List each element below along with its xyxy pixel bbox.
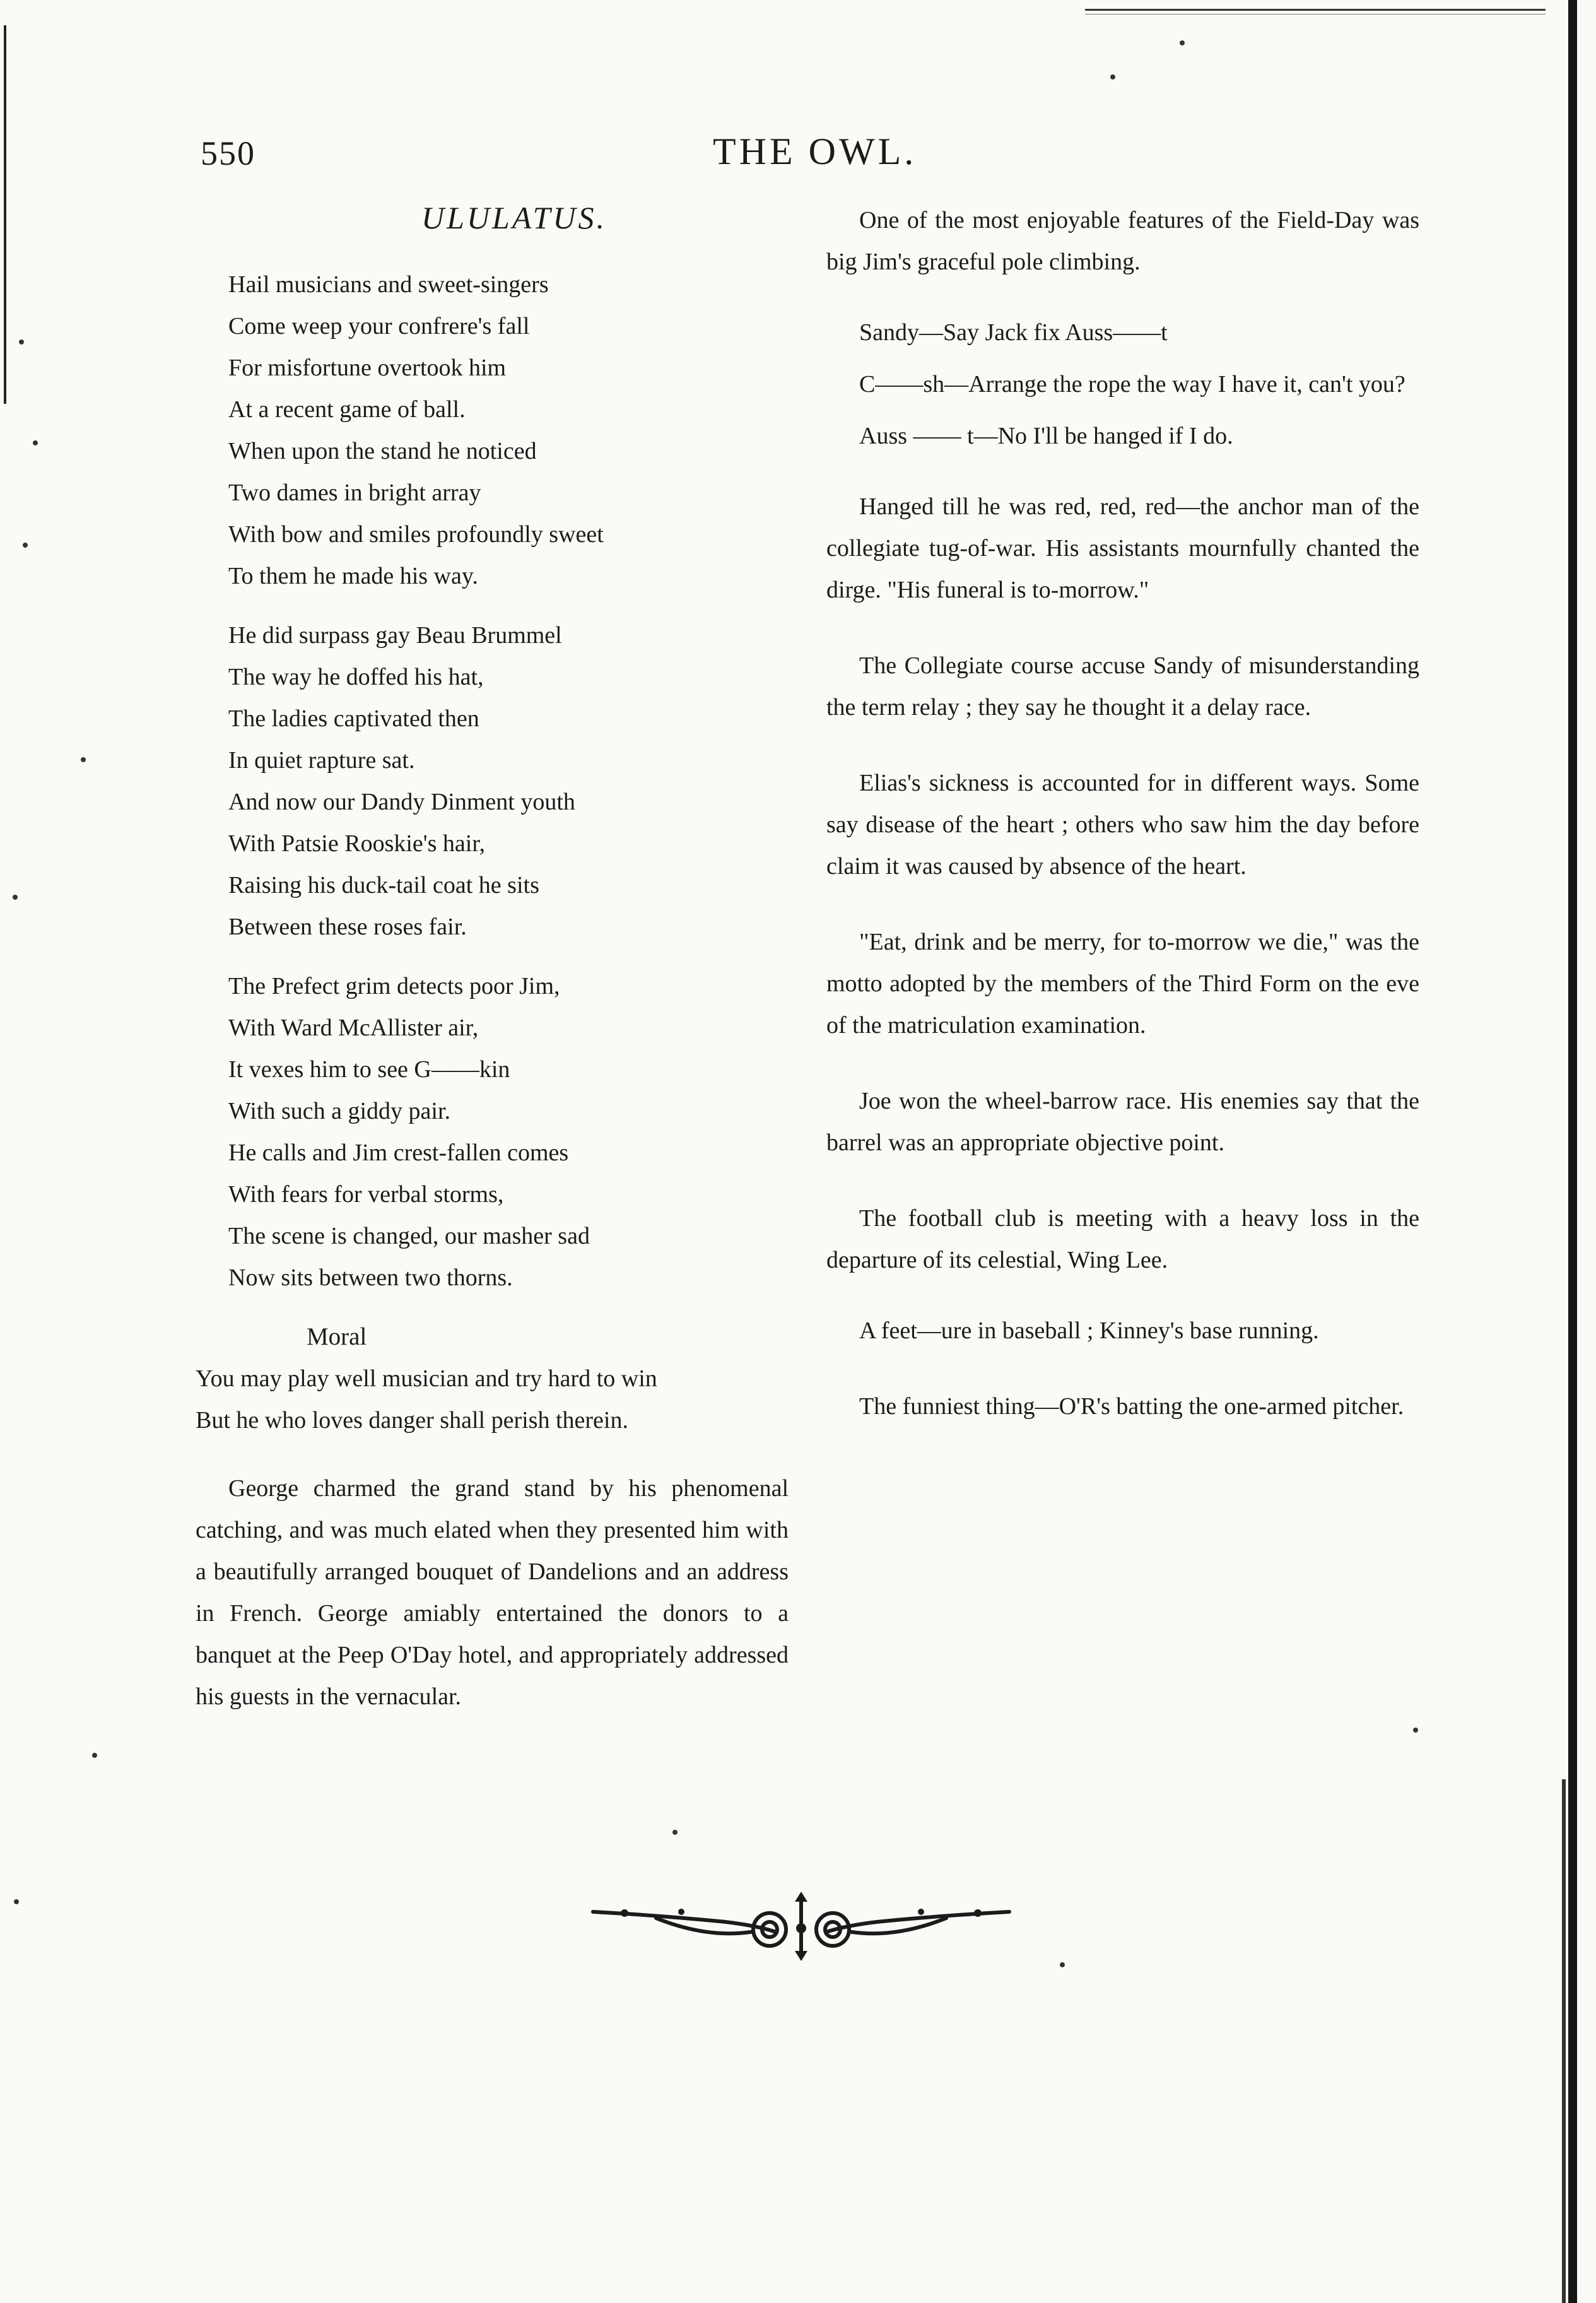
poem-line: Now sits between two thorns. — [228, 1264, 513, 1291]
speck — [81, 757, 86, 762]
poem-line: He calls and Jim crest-fallen comes — [228, 1140, 569, 1166]
poem-line: With Patsie Rooskie's hair, — [228, 830, 485, 857]
poem-line: And now our Dandy Dinment youth — [228, 789, 575, 815]
page-edge-left — [4, 25, 6, 404]
moral-block — [196, 1316, 789, 1441]
poem-line: The ladies captivated then — [228, 705, 479, 732]
poem-line: Raising his duck-tail coat he sits — [228, 872, 539, 898]
poem-line: At a recent game of ball. — [228, 396, 466, 423]
poem-stanza — [228, 965, 789, 1299]
paragraph: Joe won the wheel-barrow race. His enemies say that the barrel was an appropriate objective point. — [826, 1088, 1419, 1156]
poem-line: With fears for verbal storms, — [228, 1181, 504, 1208]
speck — [1180, 40, 1185, 45]
poem-line: Hail musicians and sweet-singers — [228, 271, 549, 298]
poem-line: With Ward McAllister air, — [228, 1015, 479, 1041]
george-paragraph: George charmed the grand stand by his phenomenal catching, and was much elated when they presented him with a beautifully arranged bouquet of Dandelions and an address in French. George amiably entertained the donors to a banquet at the Peep O'Day hotel, and appropriately addressed his guests in the vernacular. — [196, 1475, 789, 1710]
paragraph: Elias's sickness is accounted for in different ways. Some say disease of the heart ; others who saw him the day before claim it was caused by absence of the heart. — [826, 770, 1419, 880]
poem-line: For misfortune overtook him — [228, 355, 507, 381]
top-rule-thin — [1085, 14, 1546, 15]
left-column — [196, 199, 789, 1746]
moral-heading: Moral — [307, 1323, 367, 1350]
moral-line: But he who loves danger shall perish therein. — [196, 1407, 628, 1434]
poem-line: Two dames in bright array — [228, 480, 481, 506]
paragraph: The Collegiate course accuse Sandy of misunderstanding the term relay ; they say he thought it a delay race. — [826, 652, 1419, 721]
speck — [1413, 1728, 1418, 1733]
moral-line: You may play well musician and try hard to win — [196, 1365, 657, 1392]
paragraph: "Eat, drink and be merry, for to-morrow we die," was the motto adopted by the members of the Third Form on the eve of the matriculation examination. — [826, 929, 1419, 1039]
speck — [92, 1753, 97, 1758]
page-number: 550 — [201, 134, 255, 172]
poem-line: The Prefect grim detects poor Jim, — [228, 973, 560, 999]
speck — [19, 339, 24, 345]
poem-title: ULULATUS. — [421, 200, 607, 235]
speck — [23, 543, 28, 548]
speck — [13, 895, 18, 900]
poem-line: To them he made his way. — [228, 563, 478, 589]
paragraph: Hanged till he was red, red, red—the anchor man of the collegiate tug-of-war. His assistants mournfully chanted the dirge. "His funeral is to-morrow." — [826, 493, 1419, 603]
running-title: THE OWL. — [713, 131, 917, 172]
scroll-ornament-icon — [587, 1887, 1016, 1962]
poem-line: The way he doffed his hat, — [228, 664, 484, 690]
poem-line: Between these roses fair. — [228, 914, 467, 940]
poem-line: With bow and smiles profoundly sweet — [228, 521, 604, 548]
speck — [33, 440, 38, 445]
speck — [1110, 74, 1115, 80]
dialogue-line: Auss —— t—No I'll be hanged if I do. — [859, 423, 1233, 449]
speck — [14, 1899, 19, 1904]
dialogue-line: C——sh—Arrange the rope the way I have it, can't you? — [859, 371, 1405, 398]
poem-line: The scene is changed, our masher sad — [228, 1223, 590, 1249]
poem-stanza — [228, 615, 789, 948]
page-edge-right — [1568, 0, 1577, 2303]
poem-line: It vexes him to see G——kin — [228, 1056, 510, 1083]
page-edge-right-shadow — [1562, 1779, 1566, 2303]
poem-stanza — [228, 264, 789, 597]
poem-line: He did surpass gay Beau Brummel — [228, 622, 562, 649]
paragraph: A feet—ure in baseball ; Kinney's base running. — [859, 1317, 1319, 1344]
paragraph: One of the most enjoyable features of the Field-Day was big Jim's graceful pole climbing. — [826, 207, 1419, 275]
dialogue-line: Sandy—Say Jack fix Auss——t — [859, 319, 1168, 346]
top-rule — [1085, 9, 1546, 11]
speck — [672, 1830, 678, 1835]
speck — [1060, 1962, 1065, 1967]
right-column — [826, 199, 1419, 1456]
poem-line: Come weep your confrere's fall — [228, 313, 530, 339]
poem-line: When upon the stand he noticed — [228, 438, 537, 464]
paragraph: The football club is meeting with a heavy loss in the departure of its celestial, Wing Lee. — [826, 1205, 1419, 1273]
poem-line: In quiet rapture sat. — [228, 747, 415, 774]
paragraph: The funniest thing—O'R's batting the one-armed pitcher. — [859, 1393, 1404, 1420]
poem-line: With such a giddy pair. — [228, 1098, 451, 1124]
